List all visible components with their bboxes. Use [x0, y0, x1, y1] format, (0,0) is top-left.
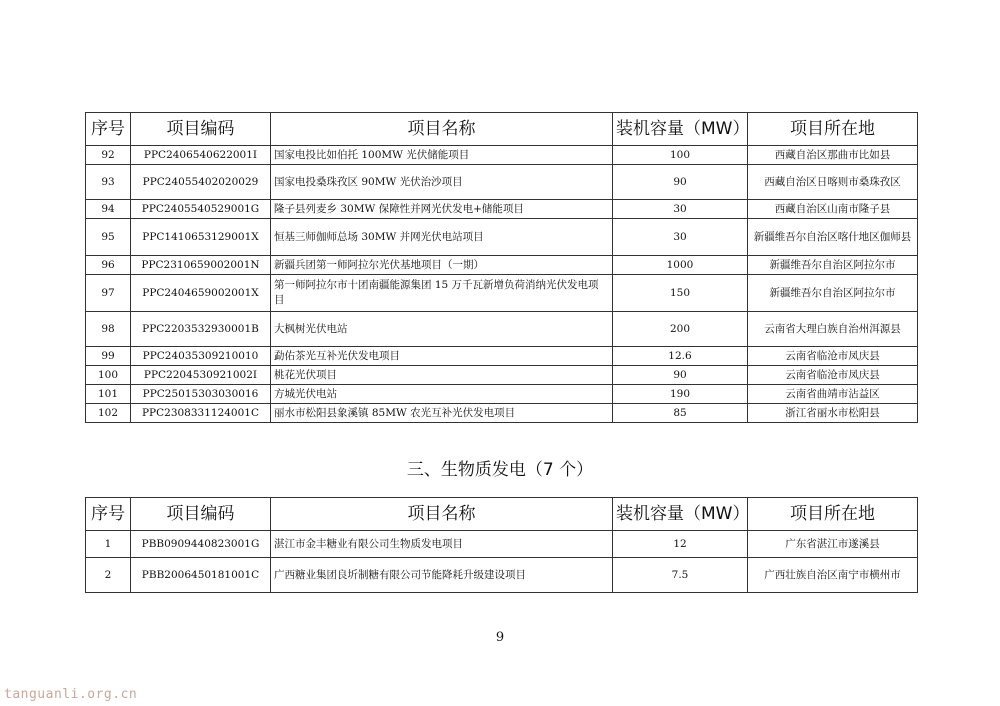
- cell-location: 云南省曲靖市沾益区: [748, 385, 918, 404]
- cell-code: PPC2405540529001G: [131, 200, 271, 219]
- cell-location: 广西壮族自治区南宁市横州市: [748, 558, 918, 593]
- cell-name: 新疆兵团第一师阿拉尔光伏基地项目（一期）: [271, 256, 613, 275]
- cell-location: 云南省大理白族自治州洱源县: [748, 312, 918, 347]
- cell-no: 99: [86, 347, 131, 366]
- cell-no: 1: [86, 531, 131, 558]
- cell-name: 广西糖业集团良圻制糖有限公司节能降耗升级建设项目: [271, 558, 613, 593]
- cell-capacity: 30: [613, 219, 748, 256]
- header-name: 项目名称: [271, 498, 613, 531]
- cell-no: 94: [86, 200, 131, 219]
- cell-no: 100: [86, 366, 131, 385]
- cell-capacity: 12.6: [613, 347, 748, 366]
- header-no: 序号: [86, 113, 131, 146]
- cell-capacity: 1000: [613, 256, 748, 275]
- table-row: [86, 312, 918, 347]
- cell-code: PPC25015303030016: [131, 385, 271, 404]
- page-number: 9: [495, 630, 505, 645]
- cell-name: 方城光伏电站: [271, 385, 613, 404]
- cell-code: PPC2406540622001I: [131, 146, 271, 165]
- cell-code: PPC2404659002001X: [131, 275, 271, 312]
- cell-capacity: 200: [613, 312, 748, 347]
- cell-no: 95: [86, 219, 131, 256]
- cell-capacity: 150: [613, 275, 748, 312]
- header-code: 项目编码: [131, 498, 271, 531]
- cell-capacity: 30: [613, 200, 748, 219]
- cell-location: 西藏自治区那曲市比如县: [748, 146, 918, 165]
- table-row: [86, 558, 918, 593]
- cell-location: 新疆维吾尔自治区喀什地区伽师县: [748, 219, 918, 256]
- table-row: [86, 347, 918, 366]
- cell-code: PPC2204530921002I: [131, 366, 271, 385]
- cell-code: PPC2203532930001B: [131, 312, 271, 347]
- cell-name: 大枫树光伏电站: [271, 312, 613, 347]
- cell-no: 101: [86, 385, 131, 404]
- cell-name: 国家电投桑珠孜区 90MW 光伏治沙项目: [271, 165, 613, 200]
- header-location: 项目所在地: [748, 498, 918, 531]
- cell-code: PPC2310659002001N: [131, 256, 271, 275]
- cell-capacity: 12: [613, 531, 748, 558]
- cell-no: 92: [86, 146, 131, 165]
- table-row: [86, 165, 918, 200]
- header-capacity: 装机容量（MW）: [613, 113, 748, 146]
- cell-name: 桃花光伏项目: [271, 366, 613, 385]
- cell-code: PBB2006450181001C: [131, 558, 271, 593]
- table-row: [86, 219, 918, 256]
- cell-no: 2: [86, 558, 131, 593]
- biomass-projects-table: [85, 497, 918, 593]
- cell-name: 隆子县列麦乡 30MW 保障性并网光伏发电+储能项目: [271, 200, 613, 219]
- header-code: 项目编码: [131, 113, 271, 146]
- table-row: [86, 146, 918, 165]
- cell-no: 96: [86, 256, 131, 275]
- cell-name: 第一师阿拉尔市十团南疆能源集团 15 万千瓦新增负荷消纳光伏发电项目: [271, 275, 613, 312]
- cell-capacity: 190: [613, 385, 748, 404]
- header-location: 项目所在地: [748, 113, 918, 146]
- cell-capacity: 90: [613, 366, 748, 385]
- cell-location: 新疆维吾尔自治区阿拉尔市: [748, 256, 918, 275]
- section-title: 三、生物质发电（7 个）: [406, 460, 594, 480]
- table-row: [86, 200, 918, 219]
- cell-name: 湛江市金丰糖业有限公司生物质发电项目: [271, 531, 613, 558]
- cell-code: PPC2308331124001C: [131, 404, 271, 423]
- cell-location: 云南省临沧市凤庆县: [748, 366, 918, 385]
- cell-capacity: 90: [613, 165, 748, 200]
- table-row: [86, 404, 918, 423]
- table-row: [86, 366, 918, 385]
- cell-capacity: 100: [613, 146, 748, 165]
- cell-capacity: 7.5: [613, 558, 748, 593]
- table-header-row: [86, 113, 918, 146]
- watermark: tanguanli.org.cn: [4, 687, 138, 702]
- cell-code: PPC24055402020029: [131, 165, 271, 200]
- solar-projects-table: [85, 112, 918, 423]
- table-row: [86, 531, 918, 558]
- cell-no: 93: [86, 165, 131, 200]
- cell-location: 浙江省丽水市松阳县: [748, 404, 918, 423]
- cell-location: 西藏自治区日喀则市桑珠孜区: [748, 165, 918, 200]
- table-row: [86, 275, 918, 312]
- cell-code: PPC24035309210010: [131, 347, 271, 366]
- header-capacity: 装机容量（MW）: [613, 498, 748, 531]
- header-name: 项目名称: [271, 113, 613, 146]
- cell-location: 西藏自治区山南市隆子县: [748, 200, 918, 219]
- cell-no: 102: [86, 404, 131, 423]
- cell-name: 丽水市松阳县象溪镇 85MW 农光互补光伏发电项目: [271, 404, 613, 423]
- cell-capacity: 85: [613, 404, 748, 423]
- cell-name: 恒基三师伽师总场 30MW 并网光伏电站项目: [271, 219, 613, 256]
- table-row: [86, 256, 918, 275]
- cell-no: 97: [86, 275, 131, 312]
- cell-location: 云南省临沧市凤庆县: [748, 347, 918, 366]
- cell-code: PBB0909440823001G: [131, 531, 271, 558]
- table-row: [86, 385, 918, 404]
- table-header-row: [86, 498, 918, 531]
- cell-name: 勐佑茶光互补光伏发电项目: [271, 347, 613, 366]
- cell-location: 广东省湛江市遂溪县: [748, 531, 918, 558]
- cell-name: 国家电投比如伯托 100MW 光伏储能项目: [271, 146, 613, 165]
- cell-code: PPC1410653129001X: [131, 219, 271, 256]
- cell-location: 新疆维吾尔自治区阿拉尔市: [748, 275, 918, 312]
- header-no: 序号: [86, 498, 131, 531]
- cell-no: 98: [86, 312, 131, 347]
